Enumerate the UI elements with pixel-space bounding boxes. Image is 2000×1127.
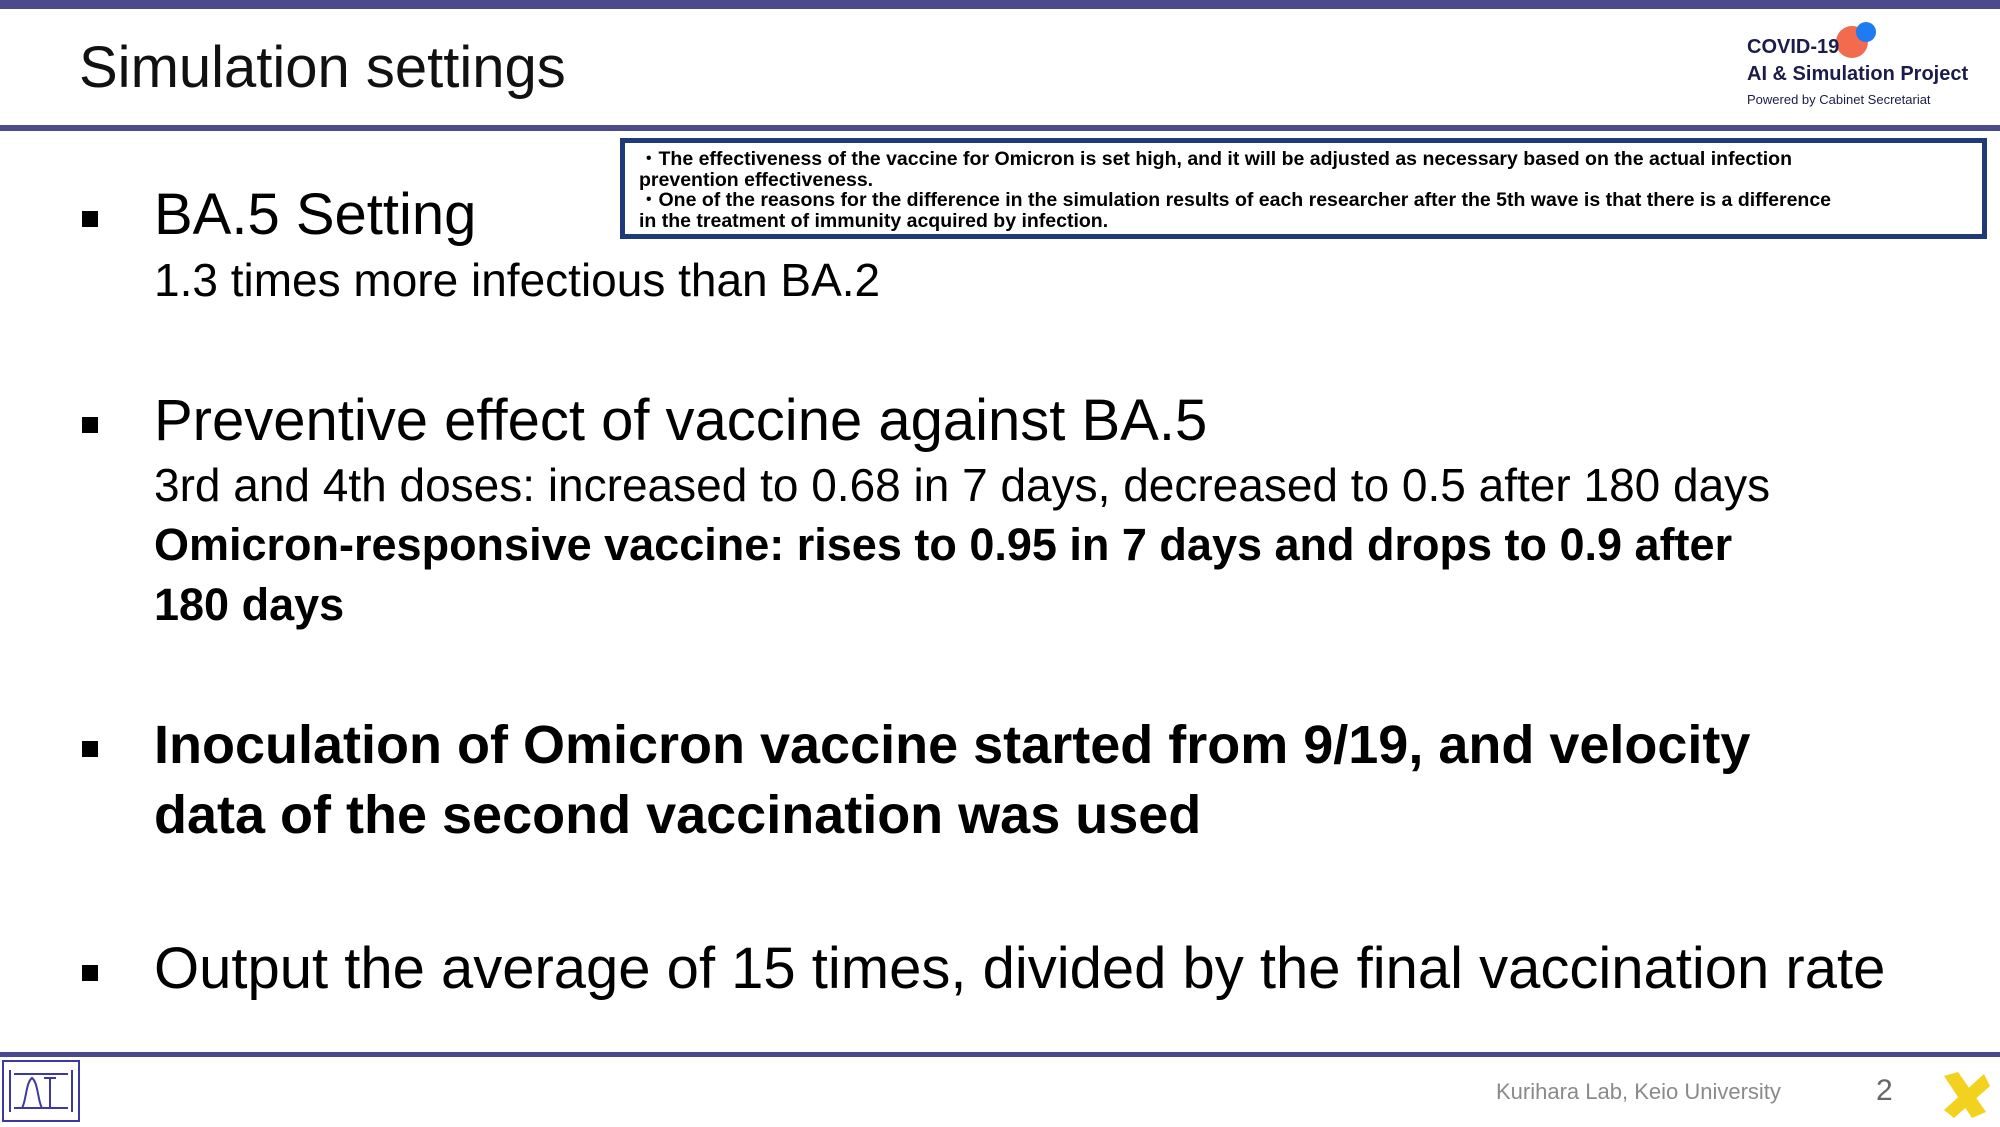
item-1-sub: 1.3 times more infectious than BA.2 [154, 254, 881, 306]
slide-title: Simulation settings [79, 35, 566, 100]
item-3-line-1: Inoculation of Omicron vaccine started from 9/19, and velocity [154, 715, 1751, 775]
lab-logo-icon [2, 1060, 80, 1122]
item-2-sub-1: 3rd and 4th doses: increased to 0.68 in 7 days, decreased to 0.5 after 180 days [154, 459, 1771, 511]
logo-line-1: COVID-19 [1747, 36, 1840, 58]
note-box [620, 138, 1987, 239]
item-4-heading: Output the average of 15 times, divided by the final vaccination rate [154, 936, 1886, 1001]
logo-line-3: Powered by Cabinet Secretariat [1747, 92, 1931, 107]
bullet-icon [82, 211, 98, 227]
page-number: 2 [1876, 1074, 1893, 1107]
note-line: ・One of the reasons for the difference in the simulation results of each researcher after the 5th wave is that there is a difference [639, 189, 1832, 211]
note-line: prevention effectiveness. [639, 168, 874, 191]
item-1-heading: BA.5 Setting [154, 182, 477, 247]
bullet-icon [82, 741, 98, 757]
item-2-sub-2-line-2: 180 days [154, 579, 345, 630]
corner-x-logo-icon [1938, 1068, 1992, 1122]
bullet-icon [82, 965, 98, 981]
item-2-sub-2-line-1: Omicron-responsive vaccine: rises to 0.95 in 7 days and drops to 0.9 after [154, 519, 1733, 570]
footer-lab-name: Kurihara Lab, Keio University [1496, 1079, 1781, 1104]
note-line: in the treatment of immunity acquired by infection. [639, 209, 1109, 232]
footer-divider [0, 1052, 2000, 1057]
header-divider [0, 125, 2000, 131]
covid-project-logo [1745, 22, 1985, 117]
item-2-heading: Preventive effect of vaccine against BA.5 [154, 388, 1208, 453]
item-3-line-2: data of the second vaccination was used [154, 785, 1202, 845]
logo-line-2: AI & Simulation Project [1747, 63, 1969, 85]
top-accent-bar [0, 0, 2000, 9]
note-line: ・The effectiveness of the vaccine for Omicron is set high, and it will be adjusted as necessary based on the actual infection [639, 148, 1792, 170]
bullet-icon [82, 417, 98, 433]
